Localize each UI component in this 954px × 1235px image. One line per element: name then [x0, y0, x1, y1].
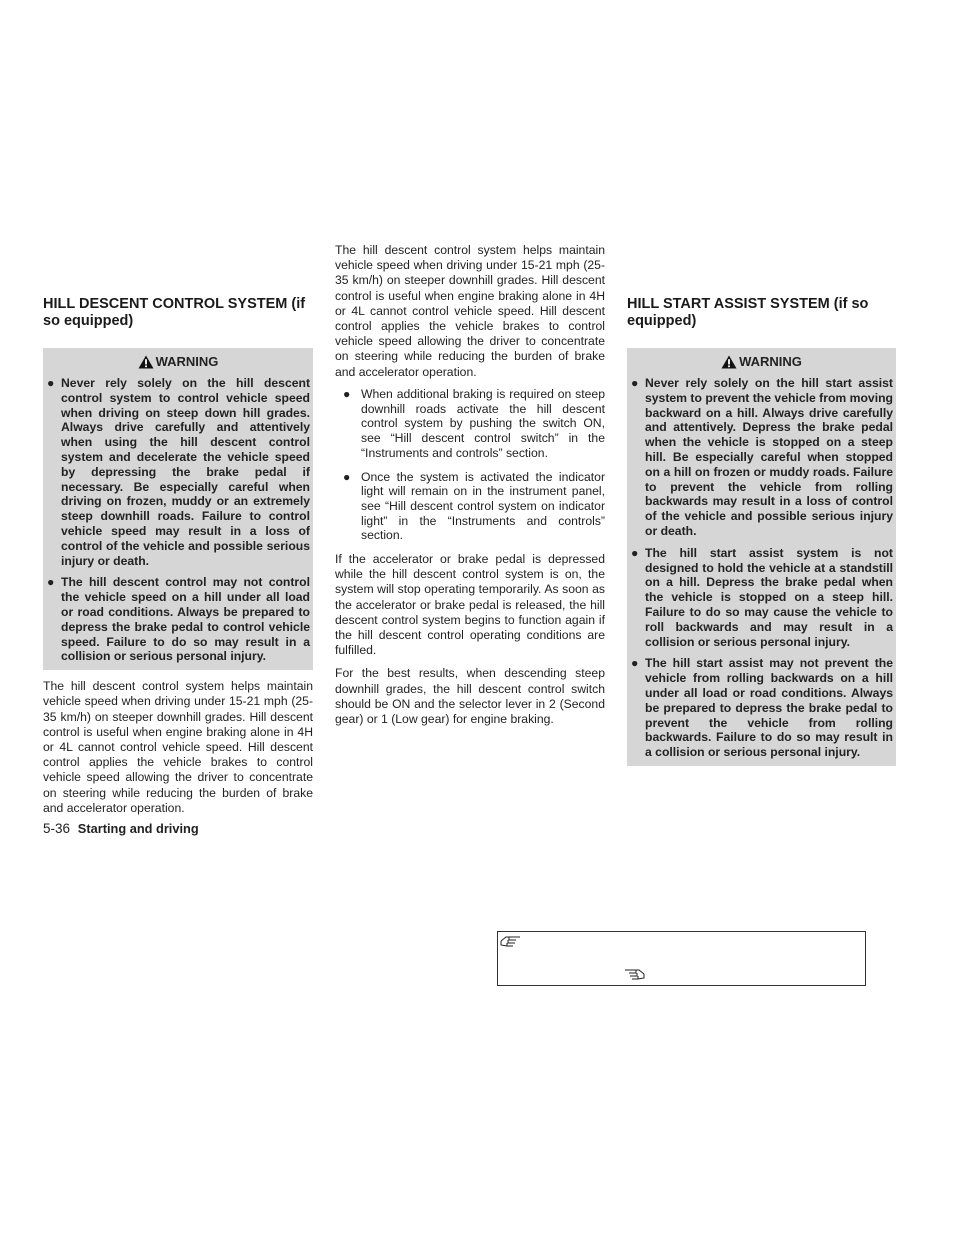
list-item-text: When additional braking is required on steep downhill roads activate the hill descent control system by pushing the switch ON, see “Hill descent control switch” in the “Instruments and controls” section. — [361, 387, 605, 460]
warning-item — [630, 376, 893, 539]
left-column — [43, 296, 313, 815]
middle-column — [335, 243, 605, 735]
hill-descent-intro-paragraph — [43, 679, 313, 815]
hill-start-heading: HILL START ASSIST SYSTEM (if so equipped) — [627, 296, 869, 329]
bullet-icon: ● — [631, 376, 639, 390]
intro-continuation — [335, 243, 605, 379]
warning-item — [46, 376, 310, 568]
bullet-icon: ● — [47, 376, 55, 390]
right-column — [627, 296, 896, 766]
page-footer — [43, 821, 199, 837]
list-item — [335, 470, 605, 544]
section-title: Starting and driving — [77, 821, 199, 836]
hill-start-warning-box — [627, 348, 896, 766]
intro-continuation-span: The hill descent control system helps maintain vehicle speed when driving under 15-21 mph (25-35 km/h) on steeper downhill grades. Hill descent control is useful when engine braking alone in 4H or 4L cannot control vehicle speed. Hill descent control applies the vehicle brakes to control vehicle speed allowing the driver to concentrate on steering while reducing the burden of brake and accelerator operation. — [335, 243, 605, 379]
warning-triangle-icon — [138, 355, 154, 369]
intro-continuation-text — [335, 243, 605, 380]
list-item-text: Once the system is activated the indicator light will remain on in the instrument panel, see “Hill descent control system on indicator light” in the “Instruments and controls” section. — [361, 469, 605, 543]
warning-triangle-icon — [721, 355, 737, 369]
warning-item — [46, 575, 310, 664]
bullet-icon: ● — [343, 469, 351, 484]
warning-title-text: WARNING — [739, 354, 802, 369]
warning-title — [46, 354, 310, 370]
warning-item-text: Never rely solely on the hill start assist system to prevent the vehicle from moving backward on a hill. Always drive carefully and attentively. Depress the brake pedal when the vehicle is stopped on a steep hill. Be especially careful when stopped on a hill on frozen or muddy roads. Failure to prevent the vehicle from rolling backwards may result in a loss of control of the vehicle and possible serious injury or death. — [645, 376, 893, 538]
warning-item — [630, 546, 893, 650]
bullet-icon: ● — [47, 575, 55, 590]
list-item — [335, 387, 605, 461]
pointing-hand-icon — [500, 934, 522, 948]
intro-text: The hill descent control system helps maintain vehicle speed when driving under 15-21 mph (25-35 km/h) on steeper downhill grades. Hill descent control is useful when engine braking alone in 4H or 4L cannot control vehicle speed. Hill descent control applies the vehicle brakes to control vehicle speed allowing the driver to concentrate on steering while reducing the burden of brake and accelerator operation. — [43, 679, 313, 815]
bullet-icon: ● — [631, 545, 639, 560]
bullet-icon: ● — [343, 387, 351, 401]
warning-title-text: WARNING — [155, 354, 219, 369]
warning-item-text: The hill descent control may not control the vehicle speed on a hill under all load or road conditions. Always be prepared to depress the brake pedal to control vehicle speed. Failure to do so may result in a collision or serious personal injury. — [61, 575, 310, 664]
warning-item-text: The hill start assist may not prevent the vehicle from rolling backwards on a hill under all load or road conditions. Always be prepared to depress the brake pedal to prevent the vehicle from rolling backwards. Failure to do so may result in a collision or serious personal injury. — [645, 656, 893, 760]
hill-descent-warning-box — [43, 348, 313, 670]
warning-item-text: Never rely solely on the hill descent control system to control vehicle speed when driving on steep down hill grades. Always drive carefully and attentively when using the hill descent control system and decelerate the vehicle speed by depressing the brake pedal if necessary. Be especially careful when driving on frozen, muddy or an extremely steep downhill roads. Failure to control vehicle speed may result in a loss of control of the vehicle and possible serious injury or death. — [61, 376, 310, 568]
hill-descent-heading: HILL DESCENT CONTROL SYSTEM (if so equipped) — [43, 296, 306, 329]
note-box — [497, 931, 866, 986]
pointing-hand-icon — [623, 967, 645, 981]
paragraph: If the accelerator or brake pedal is depressed while the hill descent control system is on, the system will stop operating temporarily. As soon as the accelerator or brake pedal is released, the hill descent control system begins to function again if the hill descent control operating conditions are fulfilled. — [335, 552, 605, 658]
warning-item-text: The hill start assist system is not designed to hold the vehicle at a standstill on a hill. Depress the brake pedal when the vehicle is stopped on a steep hill. Failure to do so may cause the vehicle to roll backwards and may result in a collision or serious personal injury. — [645, 545, 893, 649]
page-number: 5-36 — [43, 821, 71, 836]
paragraph: For the best results, when descending steep downhill grades, the hill descent control switch should be ON and the selector lever in 2 (Second gear) or 1 (Low gear) for engine braking. — [335, 666, 605, 727]
bullet-icon: ● — [631, 656, 639, 671]
warning-item — [630, 656, 893, 760]
warning-title — [630, 354, 893, 370]
